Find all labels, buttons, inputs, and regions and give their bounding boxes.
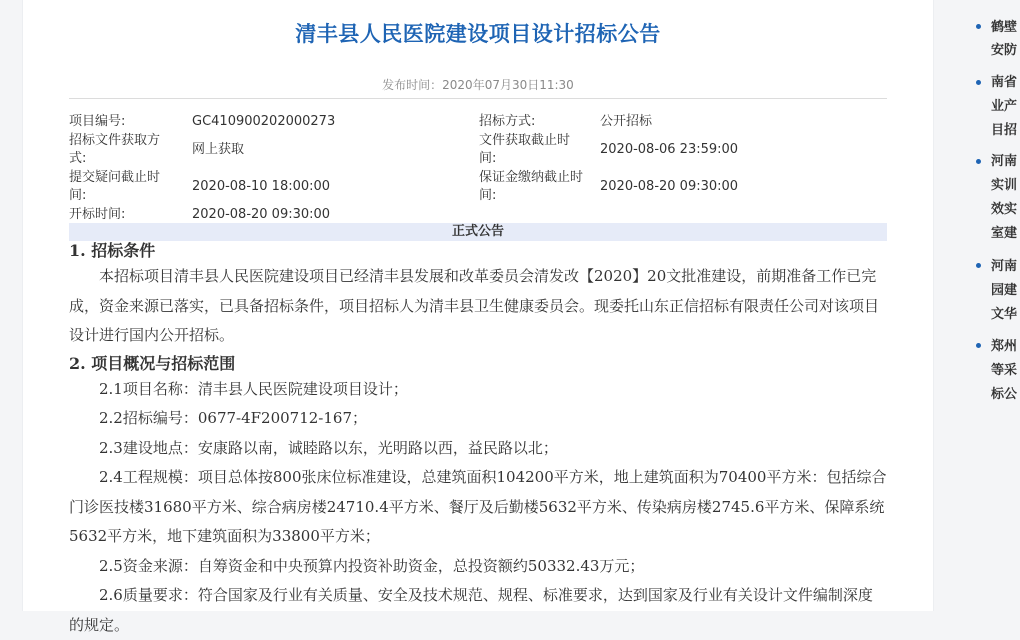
- related-item-5-line3[interactable]: 标公: [991, 387, 1018, 402]
- related-item-4-line2[interactable]: 园建: [991, 283, 1018, 298]
- doc-deadline-label: 文件获取截止时间:: [479, 133, 571, 166]
- article-panel: [22, 0, 934, 634]
- item-2-6: 2.6质量要求：符合国家及行业有关质量、安全及技术规范、规程、标准要求，达到国家及行业有关设计文件编制深度的规定。: [69, 586, 873, 634]
- bullet-icon: [976, 80, 981, 85]
- related-item-2-line1[interactable]: 南省: [991, 75, 1018, 90]
- project-no-value: GC410900202000273: [192, 114, 336, 129]
- related-item-3-line4[interactable]: 室建: [991, 226, 1018, 241]
- related-item-2-line3[interactable]: 目招: [991, 123, 1018, 138]
- related-item-3-line2[interactable]: 实训: [991, 178, 1018, 193]
- deposit-deadline-value: 2020-08-20 09:30:00: [600, 179, 739, 194]
- related-item-5-line2[interactable]: 等采: [991, 363, 1018, 378]
- open-time-value: 2020-08-20 09:30:00: [192, 207, 331, 222]
- article-title: 清丰县人民医院建设项目设计招标公告: [295, 22, 661, 46]
- related-item-4-line1[interactable]: 河南: [991, 259, 1018, 274]
- project-no-label: 项目编号:: [69, 114, 126, 129]
- publish-time: 发布时间：2020年07月30日11:30: [382, 78, 574, 92]
- related-item-3-line3[interactable]: 效实: [991, 202, 1018, 217]
- deposit-deadline-label: 保证金缴纳截止时间:: [479, 170, 584, 203]
- divider: [69, 98, 887, 99]
- doc-get-label: 招标文件获取方式:: [69, 133, 161, 166]
- item-2-4: 2.4工程规模：项目总体按800张床位标准建设，总建筑面积104200平方米，地上建筑面积为70400平方米：包括综合门诊医技楼31680平方米、综合病房楼24710.4平方米、餐厅及后勤楼5632平方米、传染病房楼2745.6平方米、保障系统5632平方米，地下建筑面积为33800平方米；: [69, 468, 887, 545]
- question-deadline-value: 2020-08-10 18:00:00: [192, 179, 331, 194]
- item-2-3: 2.3建设地点：安康路以南，诚睦路以东，光明路以西，益民路以北；: [99, 438, 558, 457]
- section-1-text: 本招标项目清丰县人民医院建设项目已经清丰县发展和改革委员会清发改【2020】20文批准建设，前期准备工作已完成，资金来源已落实，已具备招标条件，项目招标人为清丰县卫生健康委员会。现委托山东正信招标有限责任公司对该项目设计进行国内公开招标。: [69, 267, 880, 344]
- method-value: 公开招标: [600, 114, 653, 129]
- related-item-1-line1[interactable]: 鹤壁: [991, 20, 1018, 35]
- notice-body: [69, 240, 887, 640]
- method-label: 招标方式:: [479, 114, 536, 129]
- open-time-label: 开标时间:: [69, 207, 126, 222]
- question-deadline-label: 提交疑问截止时间:: [69, 170, 161, 203]
- doc-deadline-value: 2020-08-06 23:59:00: [600, 142, 739, 157]
- formal-notice-header: 正式公告: [69, 223, 887, 241]
- related-item-1-line2[interactable]: 安防: [991, 43, 1018, 58]
- section-1-title: 1. 招标条件: [69, 241, 156, 260]
- bullet-icon: [976, 263, 981, 268]
- item-2-5: 2.5资金来源：自筹资金和中央预算内投资补助资金，总投资额约50332.43万元；: [99, 556, 645, 575]
- related-item-2-line2[interactable]: 业产: [991, 99, 1018, 114]
- item-2-1: 2.1项目名称：清丰县人民医院建设项目设计；: [99, 379, 408, 398]
- doc-get-value: 网上获取: [192, 142, 245, 157]
- related-item-3-line1[interactable]: 河南: [991, 154, 1018, 169]
- item-2-2: 2.2招标编号：0677-4F200712-167；: [99, 409, 368, 427]
- related-item-4-line3[interactable]: 文华: [991, 307, 1018, 322]
- bullet-icon: [976, 24, 981, 29]
- bullet-icon: [976, 343, 981, 348]
- section-2-title: 2. 项目概况与招标范围: [69, 353, 236, 373]
- bullet-icon: [976, 159, 981, 164]
- related-item-5-line1[interactable]: 郑州: [991, 339, 1018, 354]
